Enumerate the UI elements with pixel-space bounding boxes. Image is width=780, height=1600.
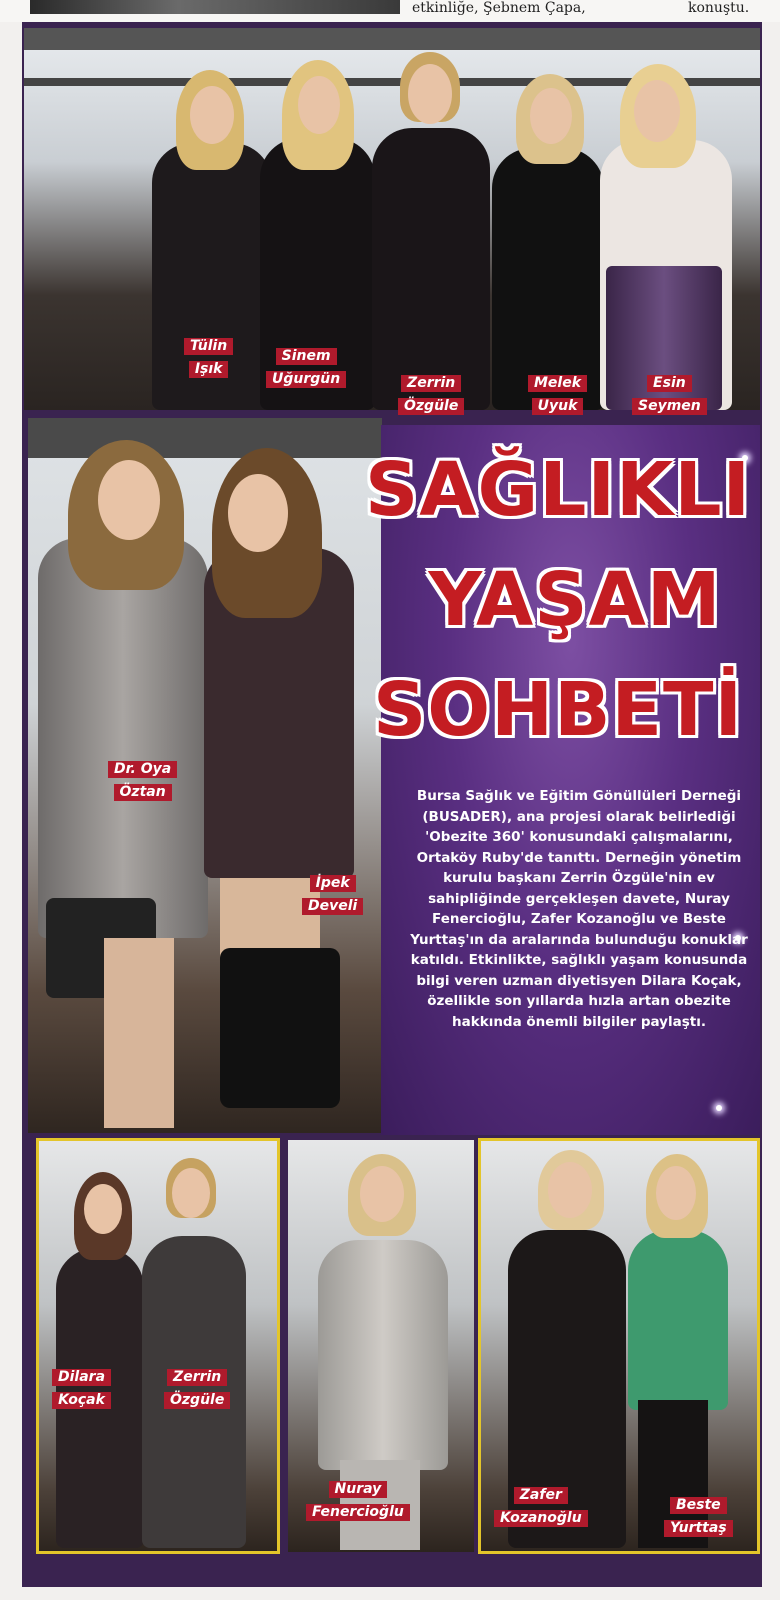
caption-zerrin-top [398, 372, 464, 418]
caption-line: Özgüle [164, 1392, 230, 1409]
caption-line: Dr. Oya [108, 761, 177, 778]
caption-line: Yurttaş [664, 1520, 733, 1537]
caption-line: Kozanoğlu [494, 1510, 588, 1527]
caption-zerrin-bottom [164, 1366, 230, 1412]
headline-line-3: SOHBETİ [372, 667, 744, 753]
caption-tulin [184, 335, 233, 381]
sparkle [716, 1105, 722, 1111]
person-oya [38, 538, 208, 938]
caption-beste [664, 1494, 733, 1540]
caption-line: Işık [189, 361, 229, 378]
caption-line: Melek [528, 375, 587, 392]
face [298, 76, 340, 134]
face [228, 474, 288, 552]
caption-ipek [302, 872, 363, 918]
caption-line: Zerrin [401, 375, 461, 392]
caption-zafer [494, 1484, 588, 1530]
previous-text-right: konuştu. [688, 0, 750, 16]
caption-line: Zafer [514, 1487, 568, 1504]
caption-line: Esin [647, 375, 692, 392]
caption-nuray [306, 1478, 410, 1524]
caption-line: Koçak [52, 1392, 111, 1409]
previous-photo-edge [30, 0, 400, 14]
caption-line: Uyuk [532, 398, 584, 415]
caption-line: Beste [670, 1497, 727, 1514]
caption-line: Nuray [329, 1481, 388, 1498]
face [360, 1166, 404, 1222]
caption-line: Uğurgün [266, 371, 346, 388]
caption-dilara [52, 1366, 111, 1412]
caption-oya [108, 758, 177, 804]
legs [104, 938, 174, 1128]
person-melek [492, 148, 604, 410]
face [634, 80, 680, 142]
ceiling [28, 418, 382, 458]
caption-line: Özgüle [398, 398, 464, 415]
caption-line: Sinem [276, 348, 337, 365]
caption-line: Develi [302, 898, 363, 915]
caption-line: Öztan [114, 784, 172, 801]
person-nuray [318, 1240, 448, 1470]
caption-line: İpek [310, 875, 356, 892]
caption-line: Tülin [184, 338, 233, 355]
duo-photo [28, 418, 382, 1133]
face [530, 88, 572, 144]
face [190, 86, 234, 144]
photo-border [36, 1138, 280, 1554]
caption-line: Zerrin [167, 1369, 227, 1386]
caption-line: Fenercioğlu [306, 1504, 410, 1521]
caption-line: Seymen [632, 398, 707, 415]
face [98, 460, 160, 540]
caption-melek [528, 372, 587, 418]
boots [220, 948, 340, 1108]
person-zerrin [372, 128, 490, 410]
previous-text-left: etkinliğe, Şebnem Çapa, [412, 0, 586, 16]
headline-line-2: YAŞAM [428, 557, 722, 643]
window-frame [24, 28, 760, 50]
previous-article-strip [0, 0, 780, 22]
caption-esin [632, 372, 707, 418]
caption-line: Dilara [52, 1369, 111, 1386]
face [408, 64, 452, 124]
group-photo [24, 28, 760, 410]
headline-line-1: SAĞLIKLI [364, 447, 752, 533]
article-body: Bursa Sağlık ve Eğitim Gönüllüleri Derneği (BUSADER), ana projesi olarak belirlediği 'Obezite 360' konusundaki çalışmalarını, Ortaköy Ruby'de tanıttı. Derneğin yönetim kurulu başkanı Zerrin Özgüle'nin ev sahipliğinde gerçekleşen davete, Nuray Fenercioğlu, Zafer Kozanoğlu ve Beste Yurttaş'ın da aralarında bulunduğu konuklar katıldı. Etkinlikte, sağlıklı yaşam konusunda bilgi veren uzman diyetisyen Dilara Koçak, özellikle son yıllarda hızla artan obezite hakkında önemli bilgiler paylaştı. [410, 788, 748, 1030]
caption-sinem [266, 345, 346, 391]
